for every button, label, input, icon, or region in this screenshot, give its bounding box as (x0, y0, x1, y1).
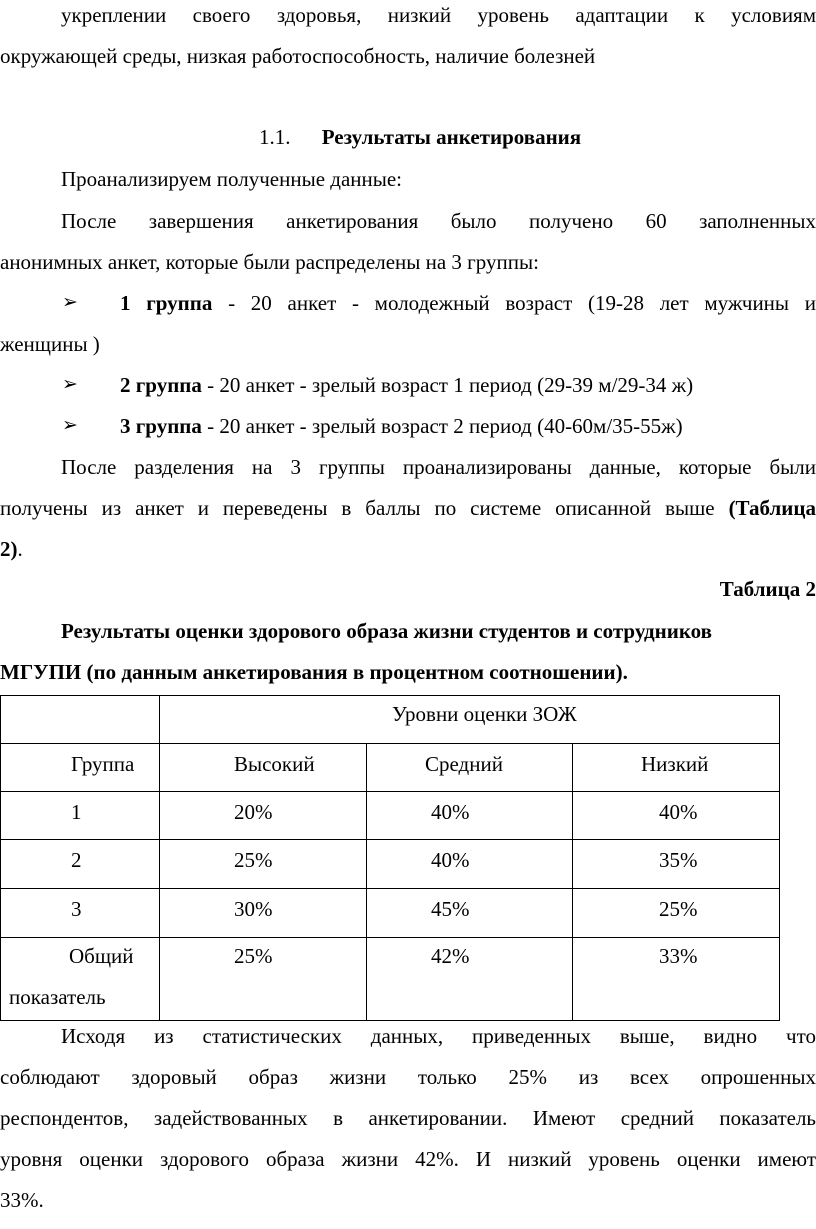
table-cell (367, 938, 573, 1021)
intro-line-2: окружающей среды, низкая работоспособность, наличие болезней (0, 44, 596, 68)
conclusion-line-5: 33%. (0, 1188, 44, 1212)
table-header-row-1 (1, 696, 780, 744)
group-1-label: 1 группа (120, 291, 213, 315)
group-2-text: - 20 анкет - зрелый возраст 1 период (29-39 м/29-34 ж) (201, 373, 694, 397)
para2-period: . (17, 537, 23, 561)
cell-high: 30% (234, 897, 273, 921)
column-header (367, 744, 573, 792)
table-total-row (1, 938, 780, 1021)
table-title-line-2: МГУПИ (по данным анкетирования в процентном соотношении). (0, 660, 628, 684)
total-label-line-2: показатель (9, 985, 106, 1009)
table-cell (160, 938, 367, 1021)
table-cell (367, 840, 573, 889)
group-3-line (120, 416, 816, 437)
cell-medium: 40% (431, 848, 470, 872)
table-cell (573, 938, 780, 1021)
cell-medium: 40% (431, 800, 470, 824)
cell-group: 2 (71, 848, 82, 872)
table-cell (367, 792, 573, 840)
table-group-header (160, 696, 780, 744)
table-cell (573, 792, 780, 840)
group-1-line (120, 293, 816, 314)
table-row (1, 889, 780, 938)
table-cell (573, 889, 780, 938)
section-number: 1.1. (259, 125, 291, 149)
cell-low: 25% (659, 897, 698, 921)
column-header-group: Группа (71, 752, 135, 776)
section-heading (259, 127, 581, 148)
column-header (1, 744, 160, 792)
table-title-line-1: Результаты оценки здорового образа жизни студентов и сотрудников (61, 619, 712, 643)
column-header (573, 744, 780, 792)
results-table (0, 695, 780, 1021)
table-cell (1, 792, 160, 840)
para1-line-1: После завершения анкетирования было получено 60 заполненных (61, 209, 816, 233)
cell-high: 25% (234, 848, 273, 872)
total-low: 33% (659, 944, 698, 968)
table-cell (160, 889, 367, 938)
column-header-medium: Средний (425, 752, 503, 776)
table-cell (1, 840, 160, 889)
column-header (160, 744, 367, 792)
column-header-high: Высокий (234, 752, 315, 776)
intro-line-1: укреплении своего здоровья, низкий уровень адаптации к условиям (61, 3, 816, 27)
table-label: Таблица 2 (719, 577, 816, 601)
group-2-line (120, 375, 816, 396)
cell-medium: 45% (431, 897, 470, 921)
arrow-bullet-icon: ➢ (62, 373, 78, 395)
analyze-line: Проанализируем полученные данные: (61, 167, 403, 191)
conclusion-line-1: Исходя из статистических данных, приведенных выше, видно что (61, 1024, 816, 1048)
conclusion-line-2: соблюдают здоровый образ жизни только 25% из всех опрошенных (0, 1065, 816, 1089)
section-title: Результаты анкетирования (321, 125, 582, 149)
table-cell (367, 889, 573, 938)
para2-line-2-text: получены из анкет и переведены в баллы по системе описанной выше (0, 496, 729, 520)
group-header-text: Уровни оценки ЗОЖ (392, 702, 577, 726)
cell-group: 1 (71, 800, 82, 824)
table-corner-cell (1, 696, 160, 744)
para2-line-1: После разделения на 3 группы проанализированы данные, которые были (61, 455, 816, 479)
table-ref-open: (Таблица (728, 496, 816, 520)
column-header-low: Низкий (641, 752, 709, 776)
conclusion-line-4: уровня оценки здорового образа жизни 42%. И низкий уровень оценки имеют (0, 1147, 816, 1171)
para2-line-3 (0, 539, 816, 560)
total-high: 25% (234, 944, 273, 968)
group-1-text: - 20 анкет - молодежный возраст (19-28 лет мужчины и (212, 291, 816, 315)
table-cell (160, 792, 367, 840)
total-label-line-1: Общий (69, 944, 134, 968)
table-ref-close: 2) (0, 537, 18, 561)
cell-low: 35% (659, 848, 698, 872)
table-header-row-2 (1, 744, 780, 792)
table-row (1, 840, 780, 889)
total-medium: 42% (431, 944, 470, 968)
arrow-bullet-icon: ➢ (62, 291, 78, 313)
cell-high: 20% (234, 800, 273, 824)
cell-group: 3 (71, 897, 82, 921)
group-3-text: - 20 анкет - зрелый возраст 2 период (40-60м/35-55ж) (201, 414, 683, 438)
table-row (1, 792, 780, 840)
table-cell (1, 938, 160, 1021)
arrow-bullet-icon: ➢ (62, 414, 78, 436)
group-2-label: 2 группа (120, 373, 202, 397)
cell-low: 40% (659, 800, 698, 824)
group-3-label: 3 группа (120, 414, 202, 438)
table-cell (160, 840, 367, 889)
para1-line-2: анонимных анкет, которые были распределены на 3 группы: (0, 250, 539, 274)
conclusion-line-3: респондентов, задействованных в анкетировании. Имеют средний показатель (0, 1106, 816, 1130)
group-1-continuation: женщины ) (0, 332, 100, 356)
para2-line-2 (0, 498, 816, 519)
table-cell (573, 840, 780, 889)
table-cell (1, 889, 160, 938)
